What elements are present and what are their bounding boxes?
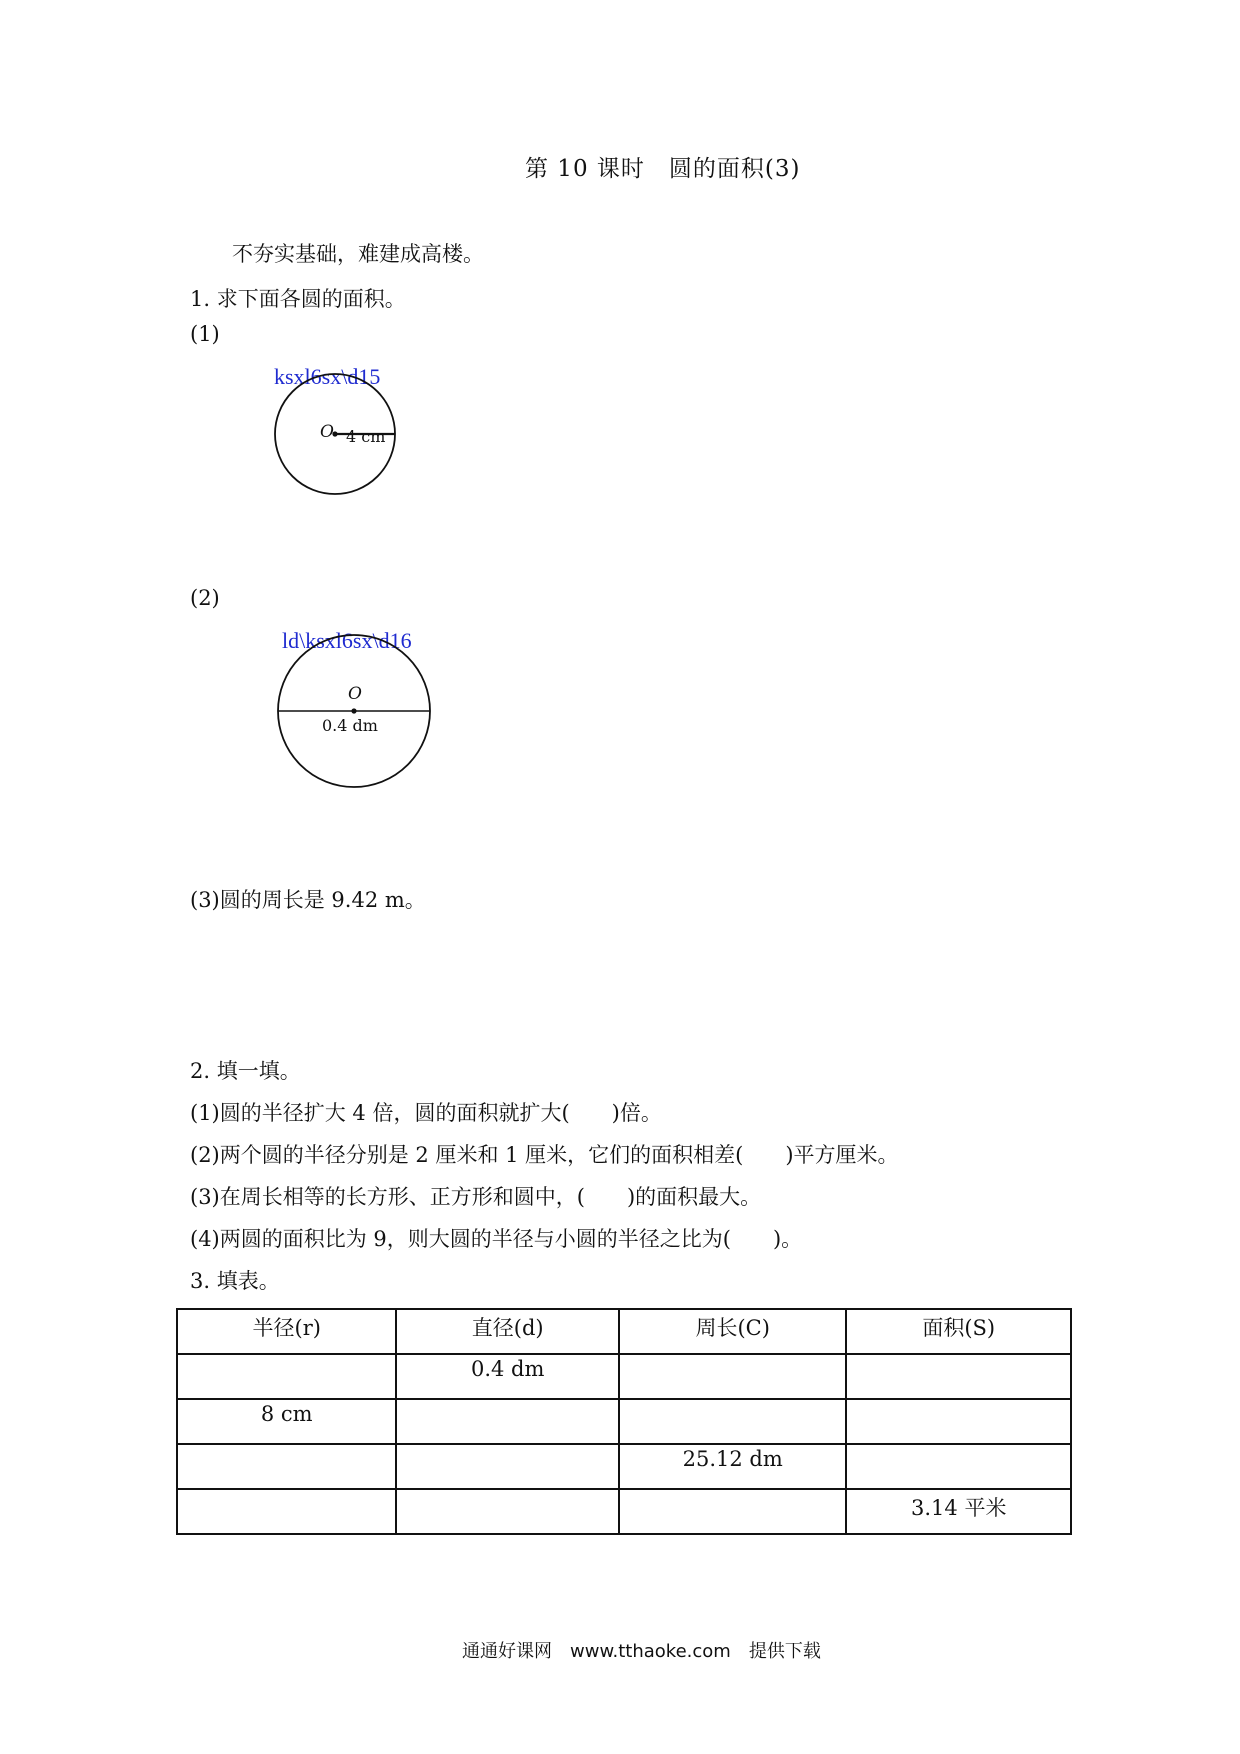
figure-circle-2 (266, 628, 446, 790)
table-cell[interactable] (846, 1354, 1071, 1399)
table-row (177, 1354, 1071, 1399)
circle-2-diameter-label: 0.4 dm (322, 716, 378, 735)
circle-1-radius-label: 4 cm (346, 427, 386, 446)
circle-1-center-label: O (320, 422, 334, 442)
table-cell[interactable]: 8 cm (177, 1399, 396, 1444)
table-header-cell: 周长(C) (619, 1309, 847, 1354)
table-row (177, 1489, 1071, 1534)
footer: 通通好课网 www.tthaoke.com 提供下载 (462, 1641, 821, 1662)
table-cell[interactable] (846, 1444, 1071, 1489)
table-header-cell: 半径(r) (177, 1309, 396, 1354)
table-row (177, 1444, 1071, 1489)
question-2-item: (1)圆的半径扩大 4 倍，圆的面积就扩大( )倍。 (190, 1101, 662, 1125)
table-cell[interactable] (619, 1489, 847, 1534)
figure-circle-1 (262, 362, 432, 498)
table-cell[interactable]: 3.14 平米 (846, 1489, 1071, 1534)
table-cell[interactable]: 25.12 dm (619, 1444, 847, 1489)
table-cell[interactable] (846, 1399, 1071, 1444)
question-2-heading: 2. 填一填。 (190, 1059, 301, 1083)
figure-2-label: ld\ksxl6sx\d16 (282, 628, 412, 653)
table-cell[interactable] (396, 1399, 618, 1444)
motto: 不夯实基础，难建成高楼。 (232, 242, 484, 266)
question-1-part-3: (3)圆的周长是 9.42 m。 (190, 888, 426, 912)
table-header-cell: 直径(d) (396, 1309, 618, 1354)
fill-table (176, 1308, 1072, 1535)
question-3-heading: 3. 填表。 (190, 1269, 280, 1293)
table-cell[interactable] (396, 1489, 618, 1534)
table-row (177, 1399, 1071, 1444)
question-1-part-2-label: (2) (190, 586, 220, 610)
circle-2-drawing (266, 628, 446, 790)
question-2-item: (2)两个圆的半径分别是 2 厘米和 1 厘米，它们的面积相差( )平方厘米。 (190, 1143, 899, 1167)
page-title: 第 10 课时 圆的面积(3) (525, 156, 801, 182)
question-1-heading: 1. 求下面各圆的面积。 (190, 287, 406, 311)
table-cell[interactable] (396, 1444, 618, 1489)
question-2-item: (4)两圆的面积比为 9，则大圆的半径与小圆的半径之比为( )。 (190, 1227, 803, 1251)
table-cell[interactable] (177, 1354, 396, 1399)
table-cell[interactable] (619, 1354, 847, 1399)
question-2-item: (3)在周长相等的长方形、正方形和圆中，( )的面积最大。 (190, 1185, 762, 1209)
table-header-cell: 面积(S) (846, 1309, 1071, 1354)
table-header-row (177, 1309, 1071, 1354)
table-cell[interactable] (177, 1489, 396, 1534)
circle-2-center-label: O (348, 684, 362, 704)
table-cell[interactable] (619, 1399, 847, 1444)
figure-1-label: ksxl6sx\d15 (274, 364, 381, 389)
question-1-part-1-label: (1) (190, 322, 220, 346)
table-cell[interactable]: 0.4 dm (396, 1354, 618, 1399)
table-cell[interactable] (177, 1444, 396, 1489)
